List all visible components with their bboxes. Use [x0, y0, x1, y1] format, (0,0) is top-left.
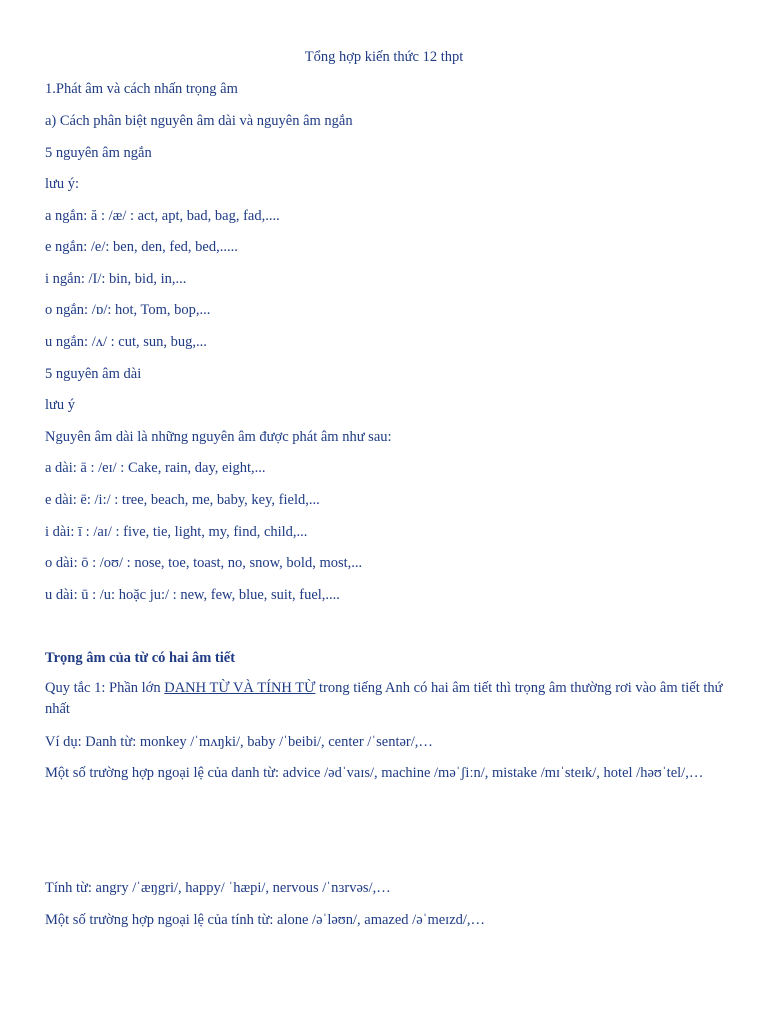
adjective-example-line: Tính từ: angry /ˈæŋgri/, happy/ ˈhæpi/, nervous /ˈnɜrvəs/,…	[45, 880, 391, 896]
long-vowels-intro: Nguyên âm dài là những nguyên âm được phát âm như sau:	[45, 429, 392, 445]
short-u-line: u ngắn: /ʌ/ : cut, sun, bug,...	[45, 334, 207, 350]
rule-1-paragraph	[45, 678, 725, 720]
note-label-2: lưu ý	[45, 397, 76, 413]
short-a-line: a ngắn: ă : /æ/ : act, apt, bad, bag, fad,....	[45, 208, 280, 224]
long-e-line: e dài: ē: /i:/ : tree, beach, me, baby, key, field,...	[45, 492, 320, 508]
long-o-line: o dài: ō : /oʊ/ : nose, toe, toast, no, snow, bold, most,...	[45, 555, 363, 571]
short-o-line: o ngắn: /ɒ/: hot, Tom, bop,...	[45, 302, 211, 318]
long-a-line: a dài: ā : /eɪ/ : Cake, rain, day, eight,...	[45, 460, 266, 476]
long-i-line: i dài: ī : /aɪ/ : five, tie, light, my, find, child,...	[45, 524, 308, 540]
note-label: lưu ý:	[45, 176, 80, 192]
short-i-line: i ngắn: /I/: bin, bid, in,...	[45, 271, 187, 287]
document-title: Tổng hợp kiến thức 12 thpt	[304, 49, 464, 65]
long-u-line: u dài: ū : /u: hoặc ju:/ : new, few, blue, suit, fuel,....	[45, 587, 340, 603]
rule-1-underlined: DANH TỪ VÀ TÍNH TỪ	[164, 680, 316, 696]
short-e-line: e ngắn: /e/: ben, den, fed, bed,.....	[45, 239, 238, 255]
rule-1-prefix: Quy tắc 1: Phần lớn	[45, 680, 165, 696]
adjective-exceptions-line: Một số trường hợp ngoại lệ của tính từ: alone /əˈləʊn/, amazed /əˈmeɪzd/,…	[45, 912, 486, 928]
noun-exceptions-paragraph: Một số trường hợp ngoại lệ của danh từ: advice /ədˈvaɪs/, machine /məˈʃiːn/, mistake /mɪˈsteɪk/, hotel /həʊˈtel/,…	[45, 765, 704, 781]
stress-section-heading: Trọng âm của từ có hai âm tiết	[45, 650, 236, 666]
long-vowels-title: 5 nguyên âm dài	[45, 366, 142, 382]
section-heading-pronunciation: 1.Phát âm và cách nhấn trọng âm	[45, 81, 238, 97]
subheading-vowels: a) Cách phân biệt nguyên âm dài và nguyên âm ngắn	[45, 113, 353, 129]
short-vowels-title: 5 nguyên âm ngắn	[45, 145, 152, 161]
noun-example-line: Ví dụ: Danh từ: monkey /ˈmʌŋki/, baby /ˈbeibi/, center /ˈsentər/,…	[45, 734, 433, 750]
rule-1-suffix: trong tiếng Anh có hai âm tiết thì trọng âm thường rơi vào âm tiết thứ nhất	[45, 680, 723, 717]
